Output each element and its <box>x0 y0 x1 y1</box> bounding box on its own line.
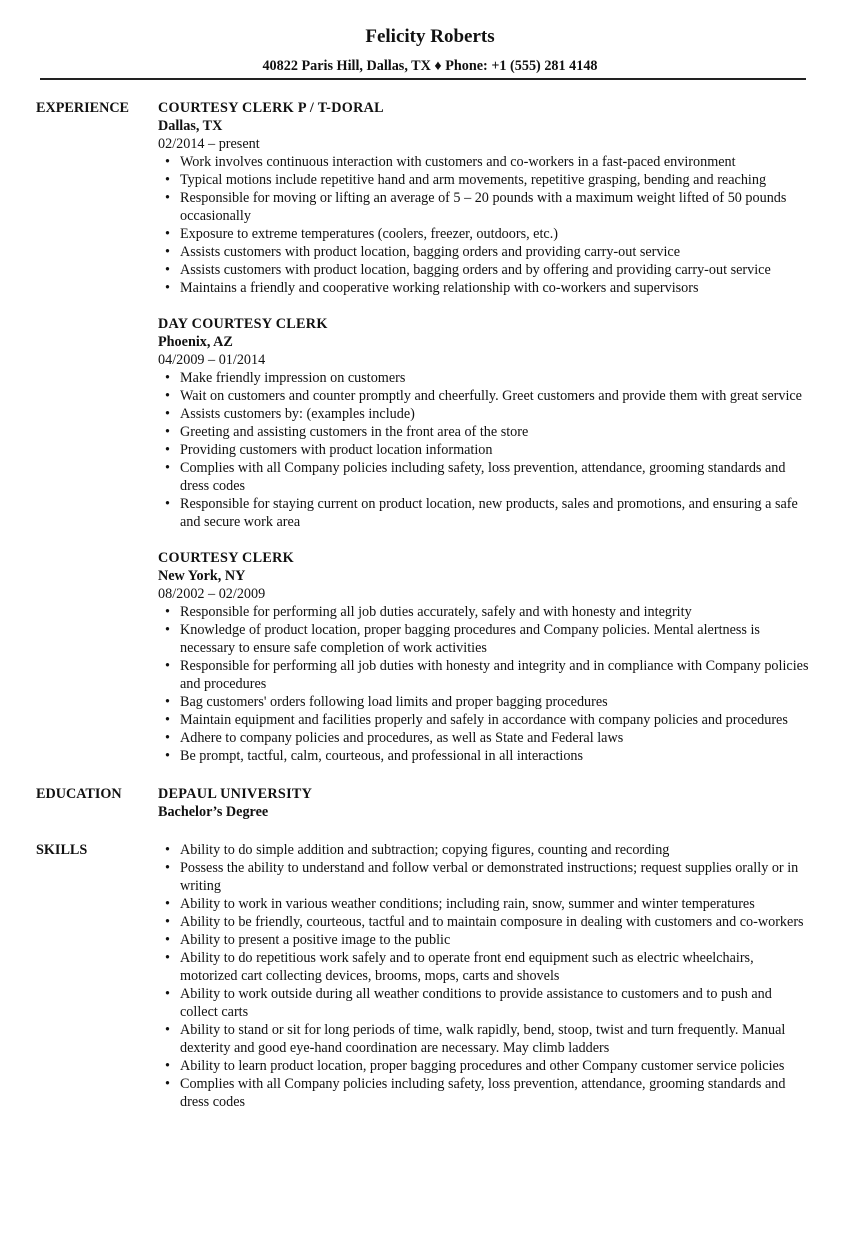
duty-item: • Typical motions include repetitive hand and arm movements, repetitive grasping, bending and reaching <box>165 172 767 188</box>
bullet-icon: • <box>165 694 170 710</box>
skill-item: • Ability to be friendly, courteous, tactful and to maintain composure in dealing with customers and co-workers <box>165 914 804 930</box>
bullet-icon: • <box>165 190 170 206</box>
bullet-icon: • <box>165 604 170 620</box>
bullet-icon: • <box>165 860 170 876</box>
skill-item: • Ability to stand or sit for long periods of time, walk rapidly, bend, stoop, twist and turn frequently. Manual dexterity and good eye-hand coordination are necessary. May climb ladders <box>165 1022 786 1056</box>
resume-header <box>0 24 860 75</box>
job-dates: 04/2009 – 01/2014 <box>158 352 266 368</box>
duty-item: • Assists customers with product location, bagging orders and by offering and providing carry-out service <box>165 262 771 278</box>
bullet-icon: • <box>165 370 170 386</box>
duty-item: • Wait on customers and counter promptly and cheerfully. Greet customers and provide them with great service <box>165 388 802 404</box>
bullet-icon: • <box>165 424 170 440</box>
skills-heading: SKILLS <box>36 842 88 858</box>
bullet-icon: • <box>165 622 170 638</box>
education-section <box>0 785 860 821</box>
bullet-icon: • <box>165 460 170 476</box>
job-title: DAY COURTESY CLERK <box>158 316 328 332</box>
duty-item: • Maintains a friendly and cooperative working relationship with co-workers and supervisors <box>165 280 699 296</box>
bullet-icon: • <box>165 658 170 674</box>
bullet-icon: • <box>165 154 170 170</box>
job-entry <box>158 99 812 297</box>
bullet-icon: • <box>165 932 170 948</box>
skill-item: • Ability to work in various weather conditions; including rain, snow, summer and winter temperatures <box>165 896 755 912</box>
bullet-icon: • <box>165 244 170 260</box>
job-entry <box>158 315 812 531</box>
bullet-icon: • <box>165 280 170 296</box>
bullet-icon: • <box>165 896 170 912</box>
skill-item: • Ability to present a positive image to the public <box>165 932 451 948</box>
duty-item: • Exposure to extreme temperatures (coolers, freezer, outdoors, etc.) <box>165 226 558 242</box>
degree-name: Bachelor’s Degree <box>158 804 269 820</box>
job-title: COURTESY CLERK <box>158 550 295 566</box>
job-dates: 02/2014 – present <box>158 136 260 152</box>
bullet-icon: • <box>165 748 170 764</box>
header-divider <box>40 78 806 80</box>
skill-item: • Ability to do simple addition and subtraction; copying figures, counting and recording <box>165 842 670 858</box>
skill-item: • Possess the ability to understand and follow verbal or demonstrated instructions; request supplies orally or in writing <box>165 860 799 894</box>
contact-line: 40822 Paris Hill, Dallas, TX ♦ Phone: +1 (555) 281 4148 <box>262 58 598 74</box>
experience-section <box>0 99 860 765</box>
job-duties <box>158 603 812 765</box>
bullet-icon: • <box>165 388 170 404</box>
bullet-icon: • <box>165 1058 170 1074</box>
candidate-name: Felicity Roberts <box>365 26 495 47</box>
skill-item: • Ability to learn product location, proper bagging procedures and other Company customer service policies <box>165 1058 785 1074</box>
skill-item: • Ability to do repetitious work safely and to operate front end equipment such as electric wheelchairs, motorized cart collecting devices, brooms, mops, carts and shovels <box>165 950 754 984</box>
bullet-icon: • <box>165 442 170 458</box>
skills-list <box>158 841 812 1111</box>
school-name: DEPAUL UNIVERSITY <box>158 786 313 802</box>
duty-item: • Complies with all Company policies including safety, loss prevention, attendance, grooming standards and dress codes <box>165 460 786 494</box>
job-dates: 08/2002 – 02/2009 <box>158 586 266 602</box>
experience-list <box>158 99 812 765</box>
duty-item: • Responsible for staying current on product location, new products, sales and promotions, and ensuring a safe and secure work area <box>165 496 798 530</box>
job-location: New York, NY <box>158 568 246 584</box>
duty-item: • Providing customers with product location information <box>165 442 493 458</box>
job-entry <box>158 549 812 765</box>
job-duties <box>158 153 812 297</box>
bullet-icon: • <box>165 730 170 746</box>
bullet-icon: • <box>165 496 170 512</box>
education-body <box>158 785 812 821</box>
bullet-icon: • <box>165 986 170 1002</box>
skills-section <box>0 841 860 1111</box>
skill-item: • Complies with all Company policies including safety, loss prevention, attendance, grooming standards and dress codes <box>165 1076 786 1110</box>
duty-item: • Adhere to company policies and procedures, as well as State and Federal laws <box>165 730 624 746</box>
bullet-icon: • <box>165 914 170 930</box>
duty-item: • Bag customers' orders following load limits and proper bagging procedures <box>165 694 608 710</box>
bullet-icon: • <box>165 712 170 728</box>
job-title: COURTESY CLERK P / T-DORAL <box>158 100 384 116</box>
bullet-icon: • <box>165 842 170 858</box>
bullet-icon: • <box>165 226 170 242</box>
duty-item: • Responsible for performing all job duties accurately, safely and with honesty and integrity <box>165 604 692 620</box>
duty-item: • Be prompt, tactful, calm, courteous, and professional in all interactions <box>165 748 584 764</box>
duty-item: • Assists customers with product location, bagging orders and providing carry-out service <box>165 244 680 260</box>
bullet-icon: • <box>165 262 170 278</box>
bullet-icon: • <box>165 172 170 188</box>
duty-item: • Work involves continuous interaction with customers and co-workers in a fast-paced environment <box>165 154 736 170</box>
skills-body <box>158 841 812 1111</box>
duty-item: • Knowledge of product location, proper bagging procedures and Company policies. Mental alertness is necessary to ensure safe completion of work activities <box>165 622 760 656</box>
job-location: Dallas, TX <box>158 118 223 134</box>
skill-item: • Ability to work outside during all weather conditions to provide assistance to customers and to push and collect carts <box>165 986 772 1020</box>
bullet-icon: • <box>165 406 170 422</box>
bullet-icon: • <box>165 1076 170 1092</box>
duty-item: • Make friendly impression on customers <box>165 370 406 386</box>
bullet-icon: • <box>165 1022 170 1038</box>
duty-item: • Responsible for moving or lifting an average of 5 – 20 pounds with a maximum weight lifted of 50 pounds occasionally <box>165 190 787 224</box>
bullet-icon: • <box>165 950 170 966</box>
duty-item: • Assists customers by: (examples include) <box>165 406 415 422</box>
education-heading: EDUCATION <box>36 786 122 802</box>
duty-item: • Greeting and assisting customers in the front area of the store <box>165 424 529 440</box>
duty-item: • Responsible for performing all job duties with honesty and integrity and in compliance with Company policies and procedures <box>165 658 809 692</box>
job-location: Phoenix, AZ <box>158 334 233 350</box>
experience-heading: EXPERIENCE <box>36 100 130 116</box>
job-duties <box>158 369 812 531</box>
duty-item: • Maintain equipment and facilities properly and safely in accordance with company policies and procedures <box>165 712 788 728</box>
